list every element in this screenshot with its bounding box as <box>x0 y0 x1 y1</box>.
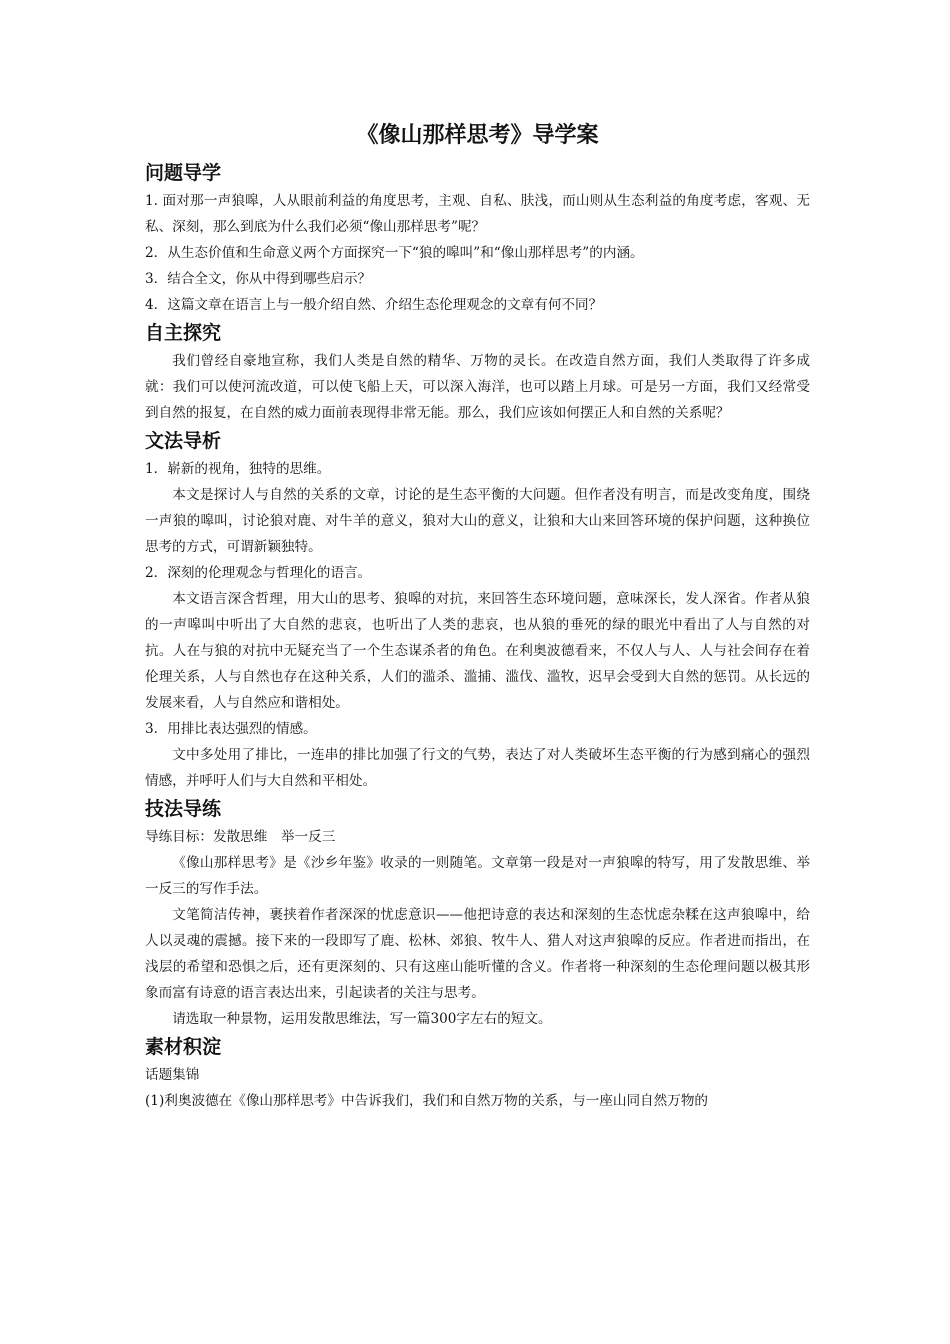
section-heading-question: 问题导学 <box>145 162 222 184</box>
document-title: 《像山那样思考》导学案 <box>356 123 599 148</box>
writing-paragraph-2: 本文语言深含哲理，用大山的思考、狼嗥的对抗，来回答生态环境问题，意味深长，发人深省。作者从狼的一声嗥叫中听出了大自然的悲哀，也听出了人类的悲哀，也从狼的垂死的绿的眼光中看出了人与自然的对抗。人在与狼的对抗中无疑充当了一个生态谋杀者的角色。在利奥波德看来，不仅人与人、人与社会间存在着伦理关系，人与自然也存在这种关系，人们的滥杀、滥捕、滥伐、滥牧，迟早会受到大自然的惩罚。从长远的发展来看，人与自然应和谐相处。 <box>145 591 810 711</box>
material-subheading: 话题集锦 <box>145 1067 200 1083</box>
section-heading-material: 素材积淀 <box>145 1036 222 1058</box>
question-item-3: 3．结合全文，你从中得到哪些启示？ <box>145 271 372 287</box>
section-heading-writing: 文法导析 <box>145 430 222 452</box>
document-page <box>145 118 810 1114</box>
writing-paragraph-1: 本文是探讨人与自然的关系的文章，讨论的是生态平衡的大问题。但作者没有明言，而是改变角度，围绕一声狼的嗥叫，讨论狼对鹿、对牛羊的意义，狼对大山的意义，让狼和大山来回答环境的保护问题，这种换位思考的方式，可谓新颖独特。 <box>145 487 810 555</box>
question-item-2: 2．从生态价值和生命意义两个方面探究一下“狼的嗥叫”和“像山那样思考”的内涵。 <box>145 245 644 261</box>
practice-paragraph-2: 文笔简洁传神，裹挟着作者深深的忧虑意识——他把诗意的表达和深刻的生态忧虑杂糅在这声狼嗥中，给人以灵魂的震撼。接下来的一段即写了鹿、松林、郊狼、牧牛人、猎人对这声狼嗥的反应。作者进而指出，在浅层的希望和恐惧之后，还有更深刻的、只有这座山能听懂的含义。作者将一种深刻的生态伦理问题以极其形象而富有诗意的语言表达出来，引起读者的关注与思考。 <box>145 907 810 1001</box>
question-item-4: 4．这篇文章在语言上与一般介绍自然、介绍生态伦理观念的文章有何不同？ <box>145 297 603 313</box>
writing-point-3: 3．用排比表达强烈的情感。 <box>145 721 317 737</box>
practice-goal: 导练目标：发散思维 举一反三 <box>145 829 336 845</box>
material-item-1: (1)利奥波德在《像山那样思考》中告诉我们，我们和自然万物的关系，与一座山同自然万物的 <box>145 1093 709 1109</box>
writing-point-2: 2．深刻的伦理观念与哲理化的语言。 <box>145 565 372 581</box>
writing-paragraph-3: 文中多处用了排比，一连串的排比加强了行文的气势，表达了对人类破坏生态平衡的行为感到痛心的强烈情感，并呼吁人们与大自然和平相处。 <box>145 747 810 789</box>
explore-paragraph: 我们曾经自豪地宣称，我们人类是自然的精华、万物的灵长。在改造自然方面，我们人类取得了许多成就：我们可以使河流改道，可以使飞船上天，可以深入海洋，也可以踏上月球。可是另一方面，我们又经常受到自然的报复，在自然的威力面前表现得非常无能。那么，我们应该如何摆正人和自然的关系呢？ <box>145 353 810 421</box>
section-heading-explore: 自主探究 <box>145 322 222 344</box>
writing-point-1: 1．崭新的视角，独特的思维。 <box>145 461 331 477</box>
practice-task: 请选取一种景物，运用发散思维法，写一篇300字左右的短文。 <box>172 1011 552 1027</box>
question-item-1: 1. 面对那一声狼嗥，人从眼前利益的角度思考，主观、自私、肤浅，而山则从生态利益的角度考虑，客观、无私、深刻，那么到底为什么我们必须“像山那样思考”呢？ <box>145 193 810 235</box>
practice-paragraph-1: 《像山那样思考》是《沙乡年鉴》收录的一则随笔。文章第一段是对一声狼嗥的特写，用了发散思维、举一反三的写作手法。 <box>145 855 810 897</box>
section-heading-practice: 技法导练 <box>145 798 222 820</box>
